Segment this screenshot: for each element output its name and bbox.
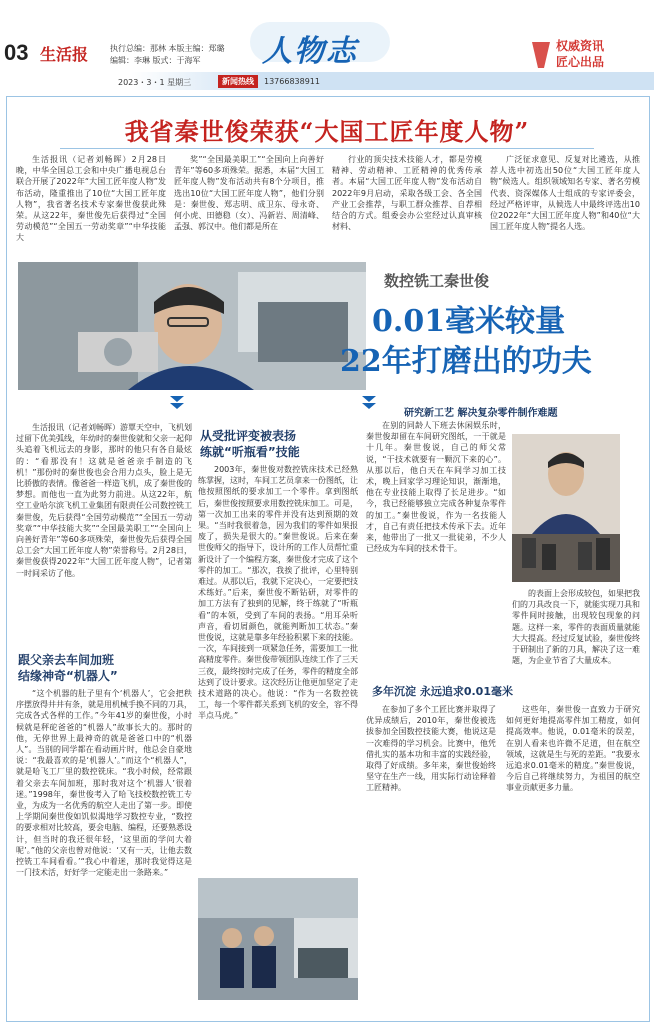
intro-column-3: 行业的顶尖技术技能人才，都是劳模精神、劳动精神、工匠精神的优秀传承者。本届“大国工匠年度人物”发布活动自2022年9月启动，采取各级工会、各全国产业工会推荐，与职工群众推荐、自荐相结合的方式。组委会办公室经过认真审核材料、 — [332, 155, 482, 232]
right-lower-column-1: 在参加了多个工匠比赛并取得了优异成绩后，2010年，秦世俊被选拔参加全国数控技能大赛，他说这是一次难得的学习机会。比赛中，他凭借扎实的基本功和丰富的实践经验，取得了好成绩。多年来，秦世俊始终坚守在生产一线，用实际行动诠释着工匠精神。 — [366, 705, 496, 793]
slogan-mark-icon — [530, 38, 552, 72]
editors-line-2: 编辑：李琳 版式：于海军 — [110, 56, 201, 65]
hotline-label: 新闻热线 — [218, 75, 258, 88]
workshop-illustration — [198, 878, 358, 1000]
workshop-photo — [198, 878, 358, 1000]
feature-subtitle: 数控铣工秦世俊 — [384, 272, 490, 290]
issue-date: 2023・3・1 星期三 — [118, 78, 192, 87]
hotline-number: 13766838911 — [264, 77, 320, 86]
section-title: 人物志 — [262, 34, 358, 69]
portrait-photo — [18, 262, 366, 390]
feature-title-line-1: 0.01毫米较量 — [372, 304, 566, 339]
portrait-illustration — [18, 262, 366, 390]
middle-section-heading: 从受批评变被表扬 练就“听瓶看”技能 — [200, 429, 300, 459]
editors-line-1: 执行总编：那林 本版主编：郑璐 — [110, 44, 225, 53]
page-number: 03 — [4, 40, 29, 65]
headline-rule — [60, 148, 594, 149]
masthead — [0, 0, 654, 87]
left-column-body-2: “这个机器的肚子里有个‘机器人’，它会把秩序摆放得井井有条，就是用机械手换不同的刀具，完成各式各样的工作。”今年41岁的秦世俊，小时候就是秤砣爸爸的“机器人”故事长大的。那时的他，无停世界上最神奇的就是爸爸口中的“机器人”。当别的同学都在看动画片时，他总会自豪地说：“我最喜欢的是‘机器人’。”而这个“机器人”，就是哈飞工厂里的数控铣床。“我小时候，经常跟着父亲去车间加班，那时我对这个‘机器人’很着迷。”1998年，秦世俊考入了哈飞技校数控铣工专业，为成为一名优秀的航空人走出了第一步。即使上学期间秦世俊如饥似渴地学习数控专业，“数控的要求相对比较高，要会电脑、编程，还要熟悉设计，但当时的我还很年轻，‘这里面的学问大着呢’。”他的父亲也曾对他说：‘又有一天，让他去数控铣工车间看看。’“我心中着迷，那时我觉得这是一门技术活，好好学一定能走出一条路来。” — [16, 689, 192, 878]
paper-name: 生活报 — [40, 45, 89, 64]
slogan — [556, 38, 604, 70]
middle-column-body: 2003年，秦世俊对数控铣床技术已经熟练掌握，这时，车间工艺员拿来一份图纸，让他按照图纸的要求加工一个零件。拿到图纸后，秦世俊按照要求用数控铣床加工。可是，第一次加工出来的零件并没有达到预期的效果。“当时我很着急，因为我们的零件如果报废了，损失是很大的。”秦世俊说。后来在秦世俊师父的指导下，设计所的工作人员帮忙重新设计了一个编程方案，秦世俊才完成了这个零件的加工。“那次，我挨了批评，心里特别难过。从那以后，我就下定决心，一定要把技术练好。”后来，秦世俊不断钻研，对零件的加工方法有了独到的见解，终于练就了“听瓶看”的本领，受到了车间的表扬。“用耳朵听声音，看切屑颜色，就能判断加工状态。”秦世俊说，这就是靠多年经验积累下来的技能。一次，车间接到一项紧急任务，需要加工一批高精度零件。秦世俊带领团队连续工作了三天三夜，最终按时完成了任务，零件的精度全部达到了设计要求。这次经历让他更加坚定了走技术道路的决心。他说：“作为一名数控铣工，每一个零件都关系到飞机的安全，容不得半点马虎。” — [198, 465, 358, 721]
intro-column-2: 奖”“全国最美职工”“全国向上向善好青年”等60多项殊荣。据悉，本届“大国工匠年度人物”发布活动共有8个分项目，推选出10位“大国工匠年度人物”，他们分别是：秦世俊、郑志明、成卫东、母永奇、何小虎、田德稳（女）、冯新岩、周清峰、孟强、郭汉中。他们都是所在 — [174, 155, 324, 232]
slogan-line-2: 匠心出品 — [556, 55, 605, 69]
masthead-rule-bar — [0, 72, 654, 90]
research-subhead: 研究新工艺 解决复杂零件制作难题 — [404, 408, 558, 419]
chevron-down-icon — [170, 396, 184, 410]
chevron-down-icon — [362, 396, 376, 410]
craftsman-illustration — [512, 434, 620, 582]
right-section-heading: 多年沉淀 永远追求0.01毫米 — [372, 685, 513, 698]
intro-column-4: 广泛征求意见、反复对比遴选，从推荐人选中初选出50位“大国工匠年度人物”候选人。组织领域知名专家、著名劳模代表、资深媒体人士组成的专家评委会，经过严格评审，从候选人中最终评选出10位2022年“大国工匠年度人物”和40位“大国工匠年度人物”提名人选。 — [490, 155, 640, 232]
headline: 我省秦世俊荣获“大国工匠年度人物” — [124, 117, 530, 146]
right-column-body: 在别的同龄人下班去休闲娱乐时，秦世俊却留在车间研究图纸，一干就是十几年。秦世俊说，自己的师父常说，“干技术就要有一颗沉下来的心”。从那以后，他白天在车间学习加工技术，晚上回家学习理论知识，渐渐地，他在专业技能上取得了长足进步。“如今，我已经能够独立完成各种复杂零件的加工。”秦世俊说，作为一名技能人才，自己有责任把技术传承下去。近年来，他带出了一批又一批徒弟，不少人已经成为车间的技术骨干。 — [366, 421, 506, 554]
feature-title-line-2: 22年打磨出的功夫 — [340, 344, 592, 379]
editor-info — [110, 43, 260, 67]
intro-column-1: 生活报讯（记者刘畅晖）2月28日晚，中华全国总工会和中央广播电视总台联合开展了2022年“大国工匠年度人物”发布活动，隆重推出了10位“大国工匠年度人物”，我省著名技术专家秦世俊获此殊荣。从这22年，秦世俊先后获得过“全国劳动模范”“全国五一劳动奖章”“中华技能大 — [16, 155, 166, 243]
left-column-body: 生活报讯（记者刘畅晖）游覃天空中，飞机划过留下优美弧线，年幼时的秦世俊就和父亲一起仰头追着飞机远去的身影，那时的他只有各自最炫的：“看那没有！这就是爸爸亲手制造的飞机！”那份时的秦世俊也会合用力点头，脸上是无比骄傲的表情。像爸爸一样造飞机，成了秦世俊的梦想。而他也一直为此努力前进。从这22年，航空工业哈尔滨飞机工业集团有限责任公司数控铣工秦世俊，先后获得“全国劳动模范”“全国五一劳动奖章”“中华技能大奖”“全国最美职工”“全国向上向善好青年”等60多项殊荣，秦世俊先后获得全国总工会“大国工匠年度人物”荣誉称号。2月28日，秦世俊获得2022年“大国工匠年度人物”，记者第一时间采访了他。 — [16, 423, 192, 578]
right-lower-column-2: 这些年，秦世俊一直致力于研究如何更好地提高零件加工精度，如何提高效率。他说，0.01毫米的误差，在别人看来也许微不足道，但在航空领域，这就是生与死的差距。“我要永远追求0.01毫米的精度。”秦世俊说，今后自己将继续努力，为祖国的航空事业贡献更多力量。 — [506, 705, 640, 793]
craftsman-photo — [512, 434, 620, 582]
left-section-heading: 跟父亲去车间加班 结缘神奇“机器人” — [18, 653, 118, 683]
slogan-line-1: 权威资讯 — [556, 39, 605, 53]
right-column-body-b: 的表面上会形成较包，如果把我们的刀具改良一下，就能实现刀具和零件间时接触，出现较包现象的问题。这样一来，零件的表面质量就能大大提高。经过反复试验，秦世俊终于研制出了新的刀具，解决了这一难题，为企业节省了大量成本。 — [512, 589, 640, 666]
